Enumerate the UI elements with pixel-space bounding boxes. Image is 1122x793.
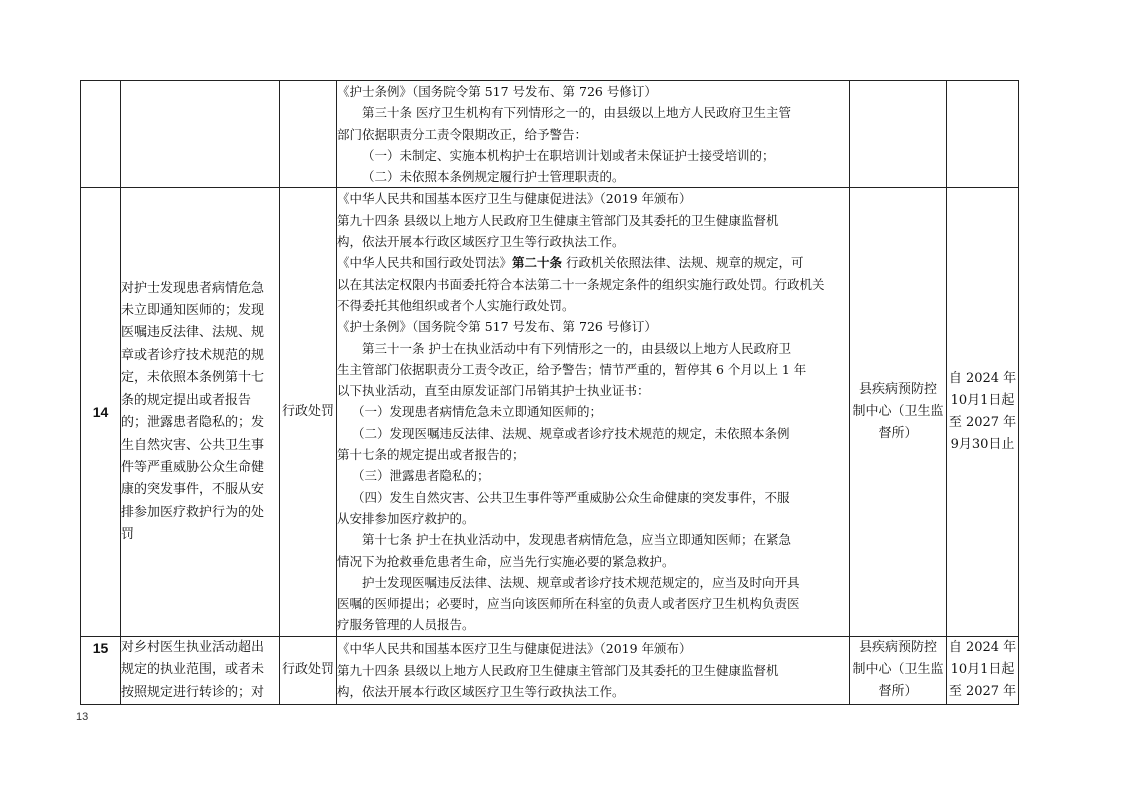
article-line: 第九十四条 县级以上地方人民政府卫生健康主管部门及其委托的卫生健康监督机 — [337, 212, 779, 228]
law-title: 《护士条例》（国务院令第 517 号发布、第 726 号修订） — [337, 319, 657, 335]
article-line: 以下执业活动，直至由原发证部门吊销其护士执业证书： — [337, 383, 650, 399]
item-line: 医嘱违反法律、法规、规 — [121, 325, 265, 341]
item-line: 排参加医疗救护行为的处 — [121, 504, 265, 520]
table-row — [81, 81, 1019, 188]
clause-line: （二）发现医嘱违反法律、法规、规章或者诊疗技术规范的规定，未依照本条例 — [352, 425, 790, 441]
item-line: 条的规定提出或者报告 — [121, 392, 252, 408]
law-title-line — [337, 252, 849, 273]
item-line: 定，未依照本条例第十七 — [121, 370, 265, 386]
clause-line: （四）发生自然灾害、公共卫生事件等严重威胁公众生命健康的突发事件，不服 — [352, 489, 790, 505]
page-number: 13 — [76, 711, 89, 723]
item-cell — [121, 81, 280, 188]
date-line: 10月1日起 — [950, 661, 1015, 677]
law-title: 《中华人民共和国基本医疗卫生与健康促进法》（2019 年颁布） — [337, 191, 692, 207]
date-cell — [947, 636, 1019, 704]
article-line: 第九十四条 县级以上地方人民政府卫生健康主管部门及其委托的卫生健康监督机 — [337, 662, 779, 678]
item-line: 的；泄露患者隐私的；发 — [121, 415, 265, 431]
date-line: 10月1日起 — [950, 393, 1015, 409]
article-line: 第三十一条 护士在执业活动中有下列情形之一的，由县级以上地方人民政府卫 — [362, 340, 791, 356]
item-line: 按照规定进行转诊的；对 — [121, 684, 265, 700]
item-line: 章或者诊疗技术规范的规 — [121, 347, 265, 363]
item-line: 生自然灾害、公共卫生事 — [121, 437, 265, 453]
dept-line: 督所） — [878, 683, 918, 699]
basis-cell — [337, 636, 850, 704]
law-title: 《中华人民共和国行政处罚法》 — [337, 255, 513, 271]
article-text: 行政机关依照法律、法规、规章的规定，可 — [566, 255, 804, 271]
date-cell — [947, 188, 1019, 636]
law-title: 《中华人民共和国基本医疗卫生与健康促进法》（2019 年颁布） — [337, 641, 692, 657]
article-line: 不得委托其他组织或者个人实施行政处罚。 — [337, 297, 575, 313]
clause-line: （二）未依照本条例规定履行护士管理职责的。 — [362, 169, 625, 185]
dept-cell — [850, 188, 947, 636]
date-line: 至 2027 年 — [948, 415, 1017, 431]
date-line: 至 2027 年 — [948, 683, 1017, 699]
row-number-cell — [81, 81, 121, 188]
item-line: 件等严重威胁公众生命健 — [121, 459, 265, 475]
article-line: 医嘱的医师提出；必要时，应当向该医师所在科室的负责人或者医疗卫生机构负责医 — [337, 596, 800, 612]
dept-cell — [850, 81, 947, 188]
basis-cell — [337, 188, 850, 636]
enforcement-table — [80, 80, 1019, 705]
article-number: 第二十条 — [512, 255, 563, 271]
item-cell — [121, 636, 280, 704]
dept-cell — [850, 636, 947, 704]
dept-line: 县疾病预防控 — [858, 639, 937, 655]
item-cell — [121, 188, 280, 636]
article-line: 第三十条 医疗卫生机构有下列情形之一的，由县级以上地方人民政府卫生主管 — [362, 105, 791, 121]
item-line: 未立即通知医师的；发现 — [121, 303, 265, 319]
row-number-cell: 15 — [81, 636, 121, 704]
date-line: 自 2024 年 — [948, 371, 1017, 387]
row-number-cell: 14 — [81, 188, 121, 636]
law-title: 《护士条例》（国务院令第 517 号发布、第 726 号修订） — [337, 84, 657, 99]
type-cell — [280, 81, 337, 188]
basis-cell — [337, 81, 850, 188]
date-line: 9月30日止 — [950, 437, 1015, 453]
date-line: 自 2024 年 — [948, 639, 1017, 655]
clause-line: （三）泄露患者隐私的； — [352, 468, 490, 484]
article-line: 疗服务管理的人员报告。 — [337, 617, 475, 633]
item-line: 规定的执业范围，或者未 — [121, 662, 265, 678]
item-line: 康的突发事件，不服从安 — [121, 482, 265, 498]
table-row — [81, 636, 1019, 704]
dept-line: 督所） — [878, 426, 918, 442]
dept-line: 制中心（卫生监 — [852, 661, 944, 677]
type-cell: 行政处罚 — [280, 636, 337, 704]
article-line: 生主管部门依据职责分工责令改正，给予警告；情节严重的，暂停其 6 个月以上 1 年 — [337, 361, 807, 377]
article-line: 以在其法定权限内书面委托符合本法第二十一条规定条件的组织实施行政处罚。行政机关 — [337, 276, 825, 292]
dept-line: 制中心（卫生监 — [852, 404, 944, 420]
clause-line: 从安排参加医疗救护的。 — [337, 510, 475, 526]
article-line: 护士发现医嘱违反法律、法规、规章或者诊疗技术规范规定的，应当及时向开具 — [362, 574, 800, 590]
article-line: 构，依法开展本行政区域医疗卫生等行政执法工作。 — [337, 234, 625, 250]
clause-line: （一）发现患者病情危急未立即通知医师的； — [352, 404, 603, 420]
clause-line: （一）未制定、实施本机构护士在职培训计划或者未保证护士接受培训的； — [362, 147, 775, 163]
article-line: 部门依据职责分工责令限期改正，给予警告： — [337, 126, 588, 142]
type-cell: 行政处罚 — [280, 188, 337, 636]
item-line: 罚 — [121, 527, 135, 543]
article-line: 情况下为抢救垂危患者生命，应当先行实施必要的紧急救护。 — [337, 553, 675, 569]
article-line: 第十七条 护士在执业活动中，发现患者病情危急，应当立即通知医师；在紧急 — [362, 532, 791, 548]
dept-line: 县疾病预防控 — [858, 382, 937, 398]
item-line: 对护士发现患者病情危急 — [121, 280, 265, 296]
table-row — [81, 188, 1019, 636]
item-line: 对乡村医生执业活动超出 — [121, 639, 265, 655]
clause-line: 第十七条的规定提出或者报告的； — [337, 447, 525, 463]
article-line: 构，依法开展本行政区域医疗卫生等行政执法工作。 — [337, 683, 625, 699]
date-cell — [947, 81, 1019, 188]
